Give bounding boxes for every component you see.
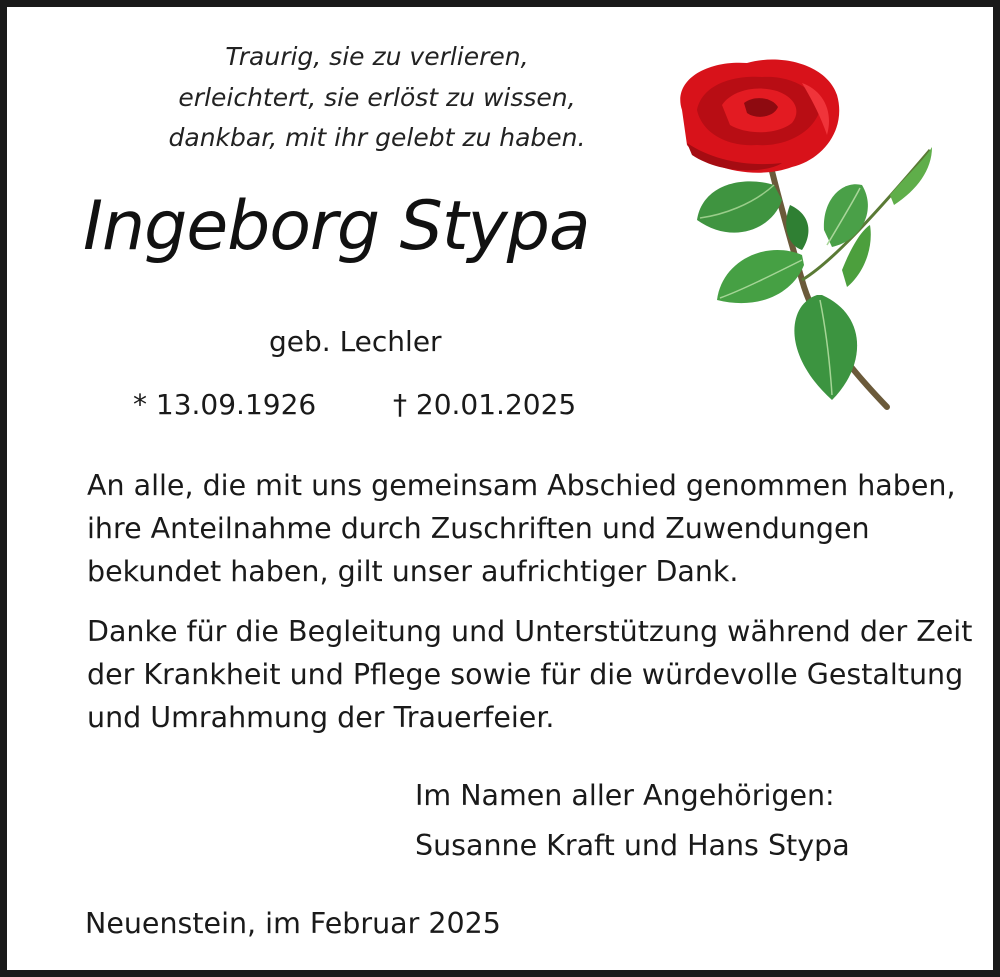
maiden-name: geb. Lechler [269, 325, 442, 358]
place-and-date: Neuenstein, im Februar 2025 [85, 907, 501, 940]
poem-line-3: dankbar, mit ihr gelebt zu haben. [168, 123, 586, 152]
signature-intro: Im Namen aller Angehörigen: [415, 779, 835, 812]
thanks-paragraph-1-line: ihre Anteilnahme durch Zuschriften und Zuwendungen [87, 512, 870, 545]
poem [117, 37, 637, 159]
thanks-paragraph-1 [87, 464, 956, 593]
thanks-paragraph-1-line: bekundet haben, gilt unser aufrichtiger Dank. [87, 555, 739, 588]
thanks-paragraph-1-line: An alle, die mit uns gemeinsam Abschied genommen haben, [87, 469, 956, 502]
poem-line-2: erleichtert, sie erlöst zu wissen, [178, 82, 576, 112]
thanks-paragraph-2-line: und Umrahmung der Trauerfeier. [87, 701, 555, 734]
deceased-name: Ingeborg Stypa [83, 187, 590, 266]
death-date: † 20.01.2025 [393, 388, 577, 421]
thanks-paragraph-2 [87, 610, 973, 739]
thanks-paragraph-2-line: der Krankheit und Pflege sowie für die würdevolle Gestaltung [87, 658, 964, 691]
birth-date: * 13.09.1926 [133, 388, 317, 421]
poem-line-1: Traurig, sie zu verlieren, [225, 42, 529, 71]
thanks-paragraph-2-line: Danke für die Begleitung und Unterstützung während der Zeit [87, 615, 973, 648]
signature-names: Susanne Kraft und Hans Stypa [415, 829, 850, 862]
rose-image [662, 55, 947, 415]
